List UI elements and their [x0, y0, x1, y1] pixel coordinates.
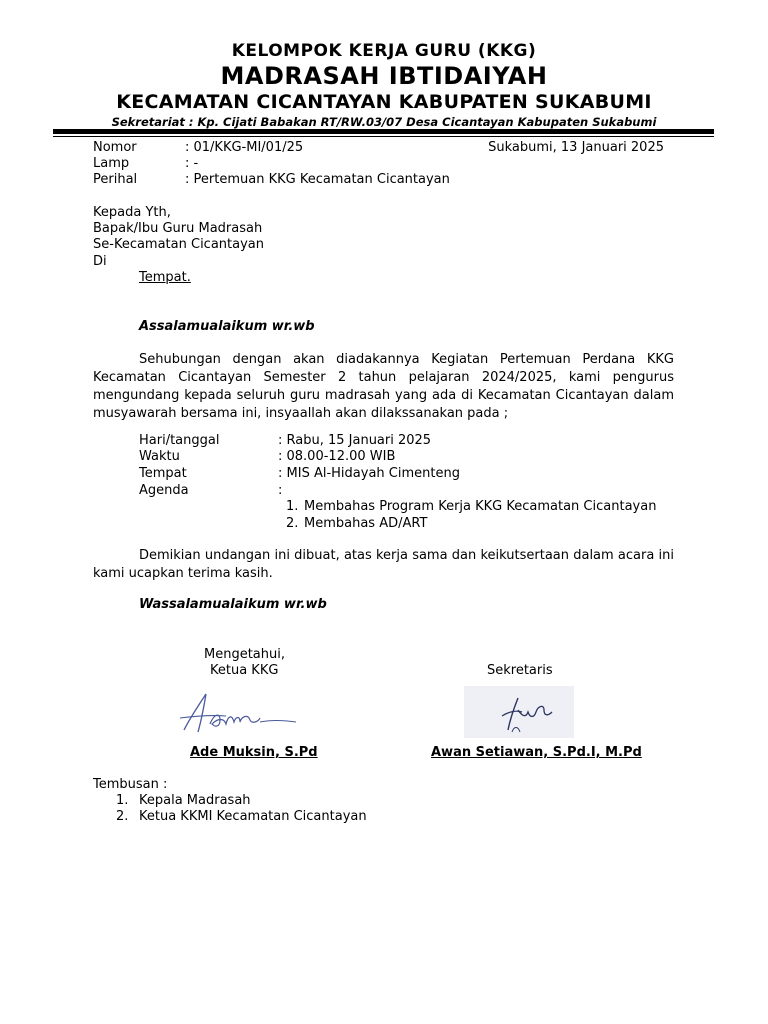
left-sign-title2: Ketua KKG	[210, 663, 279, 678]
tembusan-item-num: 1.	[116, 793, 129, 808]
closing-greeting: Wassalamualaikum wr.wb	[139, 597, 327, 612]
signature-sekretaris-scribble	[464, 686, 574, 738]
left-sign-name: Ade Muksin, S.Pd	[190, 745, 318, 760]
lamp-label: Lamp	[93, 156, 130, 171]
agenda-label: Agenda	[139, 483, 189, 498]
recipient-line1: Kepada Yth,	[93, 205, 171, 220]
lamp-value: : -	[185, 156, 199, 171]
letterhead-line2: MADRASAH IBTIDAIYAH	[220, 62, 548, 90]
recipient-line4: Di	[93, 254, 107, 269]
signature-sekretaris-image	[464, 686, 574, 738]
signature-ketua-image	[176, 688, 300, 742]
recipient-place: Tempat.	[139, 270, 191, 285]
agenda-item-num: 2.	[286, 516, 299, 531]
nomor-label: Nomor	[93, 140, 137, 155]
letterhead-line1: KELOMPOK KERJA GURU (KKG)	[231, 41, 537, 61]
tembusan-label: Tembusan :	[93, 777, 168, 792]
tempat-value: : MIS Al-Hidayah Cimenteng	[278, 466, 460, 481]
agenda-item-num: 1.	[286, 499, 299, 514]
agenda-value: :	[278, 483, 283, 498]
tembusan-item-num: 2.	[116, 809, 129, 824]
letterhead-line3: KECAMATAN CICANTAYAN KABUPATEN SUKABUMI	[116, 91, 652, 113]
place-date: Sukabumi, 13 Januari 2025	[488, 140, 664, 155]
waktu-value: : 08.00-12.00 WIB	[278, 449, 396, 464]
recipient-line2: Bapak/Ibu Guru Madrasah	[93, 221, 263, 236]
agenda-item-text: Membahas Program Kerja KKG Kecamatan Cicantayan	[304, 499, 657, 514]
letterhead-secretariat: Sekretariat : Kp. Cijati Babakan RT/RW.03/07 Desa Cicantayan Kabupaten Sukabumi	[111, 115, 657, 129]
tembusan-item-text: Ketua KKMI Kecamatan Cicantayan	[139, 809, 367, 824]
letterhead-divider-thick	[53, 129, 714, 134]
tempat-label: Tempat	[139, 466, 187, 481]
perihal-label: Perihal	[93, 172, 138, 187]
closing-paragraph: Demikian undangan ini dibuat, atas kerja sama dan keikutsertaan dalam acara ini kami ucapkan terima kasih.	[93, 548, 674, 581]
hari-value: : Rabu, 15 Januari 2025	[278, 433, 432, 448]
agenda-item-text: Membahas AD/ART	[304, 516, 428, 531]
nomor-value: : 01/KKG-MI/01/25	[185, 140, 304, 155]
tembusan-item-text: Kepala Madrasah	[139, 793, 251, 808]
opening-greeting: Assalamualaikum wr.wb	[139, 319, 315, 334]
right-sign-name: Awan Setiawan, S.Pd.I, M.Pd	[431, 745, 642, 760]
right-sign-title: Sekretaris	[487, 663, 553, 678]
body-paragraph: Sehubungan dengan akan diadakannya Kegiatan Pertemuan Perdana KKG Kecamatan Cicantayan Semester 2 tahun pelajaran 2024/2025, kami pengurus mengundang kepada seluruh guru madrasah yang ada di Kecamatan Cicantayan dalam musyawarah bersama ini, insyaallah akan dilakssanakan pada ;	[93, 352, 674, 421]
letterhead	[0, 40, 768, 130]
recipient-line3: Se-Kecamatan Cicantayan	[93, 237, 264, 252]
hari-label: Hari/tanggal	[139, 433, 220, 448]
left-sign-title1: Mengetahui,	[204, 647, 285, 662]
letterhead-divider-thin	[53, 136, 714, 137]
waktu-label: Waktu	[139, 449, 180, 464]
perihal-value: : Pertemuan KKG Kecamatan Cicantayan	[185, 172, 450, 187]
